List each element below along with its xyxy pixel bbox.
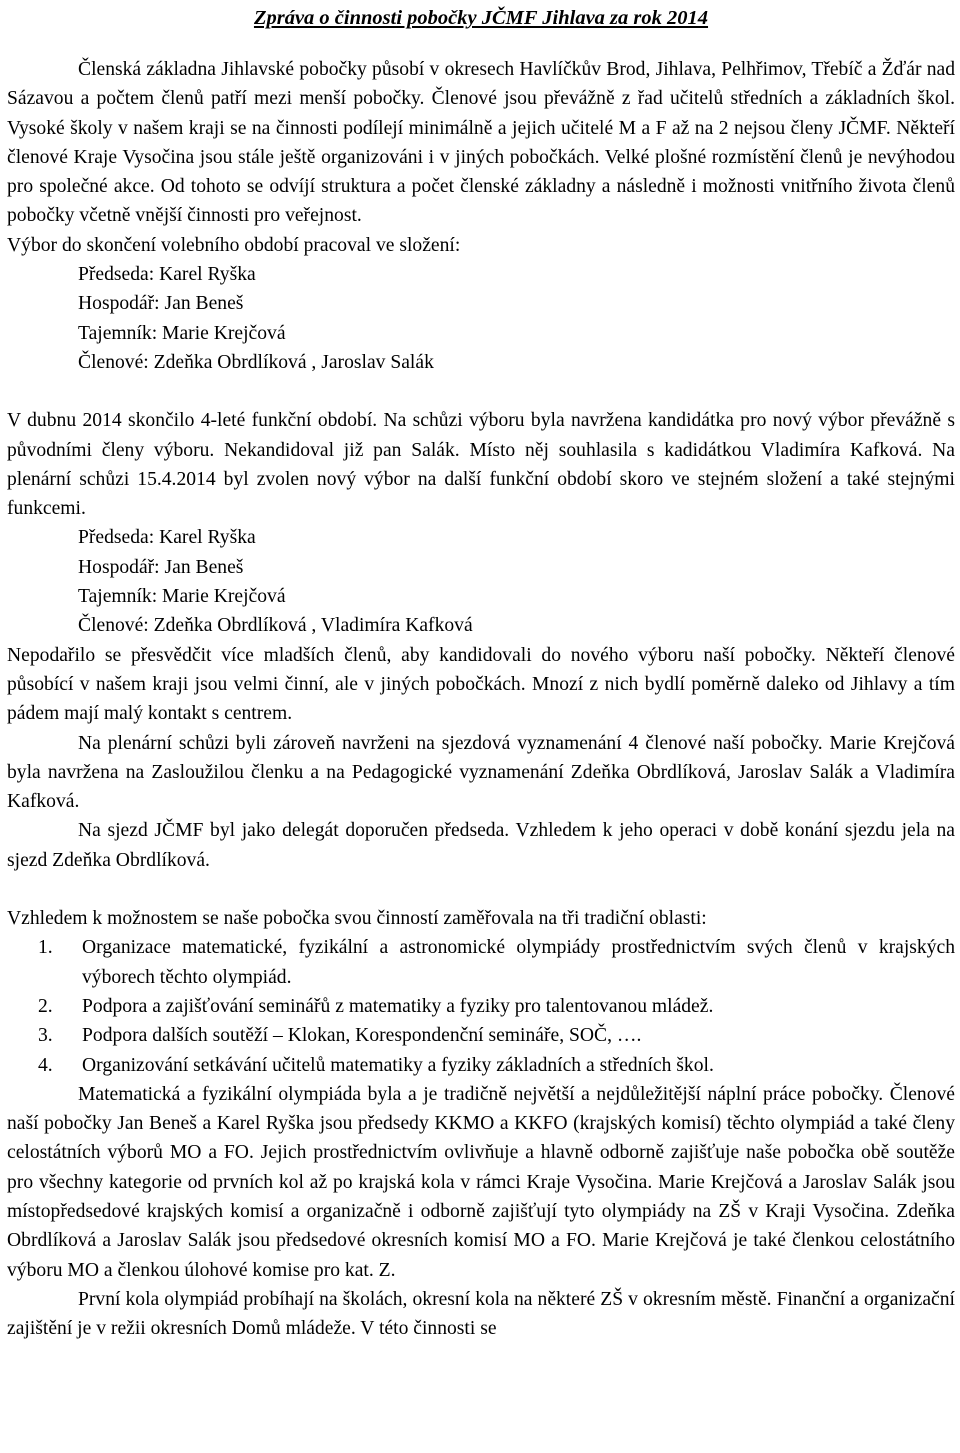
old-committee-secretary: Tajemník: Marie Krejčová (78, 322, 286, 344)
old-committee-members: Členové: Zdeňka Obrdlíková , Jaroslav Salák (78, 351, 434, 373)
list-item-text: Podpora a zajišťování seminářů z matematiky a fyziky pro talentovanou mládež. (82, 995, 714, 1017)
young-members-paragraph: Nepodařilo se přesvědčit více mladších členů, aby kandidovali do nového výboru naší pobočky. Někteří členové působící v našem kraji jsou velmi činní, ale v jiných pobočkách. Mnozí z nich bydlí poměrně daleko od Jihlavy a tím pádem mají malý kontakt s centrem. (7, 644, 955, 725)
list-item (7, 992, 955, 1021)
list-item (7, 933, 955, 992)
list-item-number: 1. (38, 937, 53, 959)
list-item-text: Organizace matematické, fyzikální a astronomické olympiády prostřednictvím svých členů v krajských výborech těchto olympiád. (82, 937, 955, 988)
new-committee-secretary: Tajemník: Marie Krejčová (78, 586, 286, 608)
list-item (7, 1051, 955, 1080)
list-item-number: 4. (38, 1054, 53, 1076)
list-item-number: 2. (38, 995, 53, 1017)
old-committee-chair: Předseda: Karel Ryška (78, 264, 256, 286)
old-committee-treasurer: Hospodář: Jan Beneš (78, 293, 244, 315)
report-title: Zpráva o činnosti pobočky JČMF Jihlava za rok 2014 (253, 7, 709, 29)
focus-intro: Vzhledem k možnostem se naše pobočka svou činností zaměřovala na tři tradiční oblasti: (7, 908, 707, 930)
list-item-text: Organizování setkávání učitelů matematiky a fyziky základních a středních škol. (82, 1054, 714, 1076)
list-item-number: 3. (38, 1025, 53, 1047)
list-item-text: Podpora dalších soutěží – Klokan, Korespondenční semináře, SOČ, …. (82, 1025, 642, 1047)
intro-paragraph: Členská základna Jihlavské pobočky působí v okresech Havlíčkův Brod, Jihlava, Pelhřimov, Třebíč a Žďár nad Sázavou a počtem členů patří mezi menší pobočky. Členové jsou převážně z řad učitelů středních a základních škol. Vysoké školy v našem kraji se na činnosti podílejí minimálně a jejich učitelé M a F až na 2 nejsou členy JČMF. Někteří členové Kraje Vysočina jsou stále ještě organizováni i v jiných pobočkách. Velké plošné rozmístění členů je nevýhodou pro společné akce. Od tohoto se odvíjí struktura a počet členské základny a následně i možnosti vnitřního života členů pobočky včetně vnější činnosti pro veřejnost. (7, 59, 955, 227)
election-paragraph: V dubnu 2014 skončilo 4-leté funkční období. Na schůzi výboru byla navržena kandidátka pro nový výbor převážně s původními členy výboru. Nekandidoval již pan Salák. Místo něj souhlasila s kadidátkou Vladimíra Kafková. Na plenární schůzi 15.4.2014 byl zvolen nový výbor na další funkční období skoro ve stejném složení a také stejnými funkcemi. (7, 410, 955, 520)
blank-line (7, 875, 955, 904)
old-committee-intro: Výbor do skončení volebního období pracoval ve složení: (7, 234, 461, 256)
old-committee-roster (7, 260, 955, 377)
new-committee-treasurer: Hospodář: Jan Beneš (78, 556, 244, 578)
first-rounds-paragraph: První kola olympiád probíhají na školách, okresní kola na některé ZŠ v okresním městě. Finanční a organizační zajištění je v režii okresních Domů mládeže. V této činnosti se (7, 1288, 955, 1340)
new-committee-roster (7, 523, 955, 640)
focus-list (7, 933, 955, 1079)
new-committee-chair: Předseda: Karel Ryška (78, 527, 256, 549)
olympiad-paragraph: Matematická a fyzikální olympiáda byla a je tradičně největší a nejdůležitější náplní práce pobočky. Členové naší pobočky Jan Beneš a Karel Ryška jsou předsedy KKMO a KKFO (krajských komisí) těchto olympiád a také členy celostátních výborů MO a FO. Jejich prostřednictvím ovlivňuje a hlavně odborně zajišťuje naše pobočka obě soutěže pro všechny kategorie od prvních kol až po krajská kola v rámci Kraje Vysočina. Marie Krejčová a Jaroslav Salák jsou místopředsedové krajských komisí a organizačně i odborně zajišťují tyto olympiády na ZŠ v Kraji Vysočina. Zdeňka Obrdlíková a Jaroslav Salák jsou předsedové okresních komisí MO a FO. Marie Krejčová je také členkou celostátního výboru MO a členkou úlohové komise pro kat. Z. (7, 1083, 955, 1281)
report-page (7, 4, 955, 1343)
list-item (7, 1021, 955, 1050)
awards-paragraph: Na plenární schůzi byli zároveň navrženi na sjezdová vyznamenání 4 členové naší pobočky. Marie Krejčová byla navržena na Zasloužilou členku a na Pedagogické vyznamenání Zdeňka Obrdlíková, Jaroslav Salák a Vladimíra Kafková. (7, 732, 955, 813)
congress-paragraph: Na sjezd JČMF byl jako delegát doporučen předseda. Vzhledem k jeho operaci v době konání sjezdu jela na sjezd Zdeňka Obrdlíková. (7, 820, 955, 871)
new-committee-members: Členové: Zdeňka Obrdlíková , Vladimíra Kafková (78, 615, 473, 637)
blank-line (7, 377, 955, 406)
